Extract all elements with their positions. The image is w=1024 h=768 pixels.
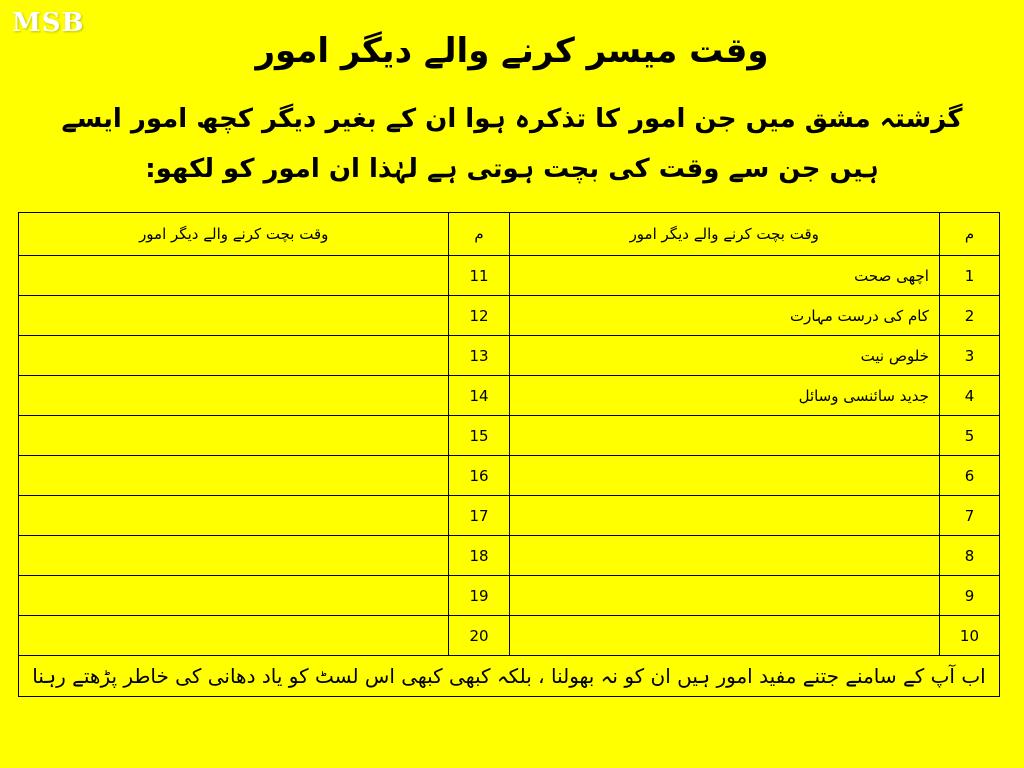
row-item-left[interactable] (19, 496, 449, 536)
table-body (19, 256, 1000, 656)
table-row (19, 256, 1000, 296)
row-item-left[interactable] (19, 456, 449, 496)
row-item-right[interactable]: اچھی صحت (509, 256, 939, 296)
row-num-left: 12 (449, 296, 509, 336)
row-num-left: 14 (449, 376, 509, 416)
table-row (19, 496, 1000, 536)
row-item-right[interactable]: کام کی درست مہارت (509, 296, 939, 336)
row-item-left[interactable] (19, 336, 449, 376)
row-item-right[interactable]: خلوص نیت (509, 336, 939, 376)
header-items-left: وقت بچت کرنے والے دیگر امور (19, 213, 449, 256)
table-row (19, 296, 1000, 336)
page-title: وقت میسر کرنے والے دیگر امور (255, 31, 769, 71)
row-num-right: 3 (939, 336, 999, 376)
table-footer-row (19, 656, 1000, 697)
row-item-right[interactable] (509, 496, 939, 536)
table-row (19, 336, 1000, 376)
row-num-right: 4 (939, 376, 999, 416)
table-row (19, 616, 1000, 656)
time-saving-table (18, 212, 1000, 697)
row-item-left[interactable] (19, 616, 449, 656)
header-num-right: م (939, 213, 999, 256)
table-row (19, 456, 1000, 496)
table-row (19, 536, 1000, 576)
logo: MSB (12, 8, 85, 38)
row-num-left: 11 (449, 256, 509, 296)
table-row (19, 416, 1000, 456)
row-item-right[interactable]: جدید سائنسی وسائل (509, 376, 939, 416)
table-header-row (19, 213, 1000, 256)
row-item-left[interactable] (19, 256, 449, 296)
row-item-left[interactable] (19, 576, 449, 616)
row-num-left: 15 (449, 416, 509, 456)
row-item-right[interactable] (509, 616, 939, 656)
row-item-left[interactable] (19, 536, 449, 576)
row-item-right[interactable] (509, 576, 939, 616)
row-num-right: 7 (939, 496, 999, 536)
row-num-right: 5 (939, 416, 999, 456)
row-item-right[interactable] (509, 456, 939, 496)
row-item-right[interactable] (509, 536, 939, 576)
instructions-text: گزشتہ مشق میں جن امور کا تذکرہ ہوا ان کے بغیر دیگر کچھ امور ایسے ہیں جن سے وقت کی بچت ہوتی ہے لہٰذا ان امور کو لکھو: (61, 104, 963, 184)
row-num-right: 9 (939, 576, 999, 616)
row-num-left: 18 (449, 536, 509, 576)
row-item-left[interactable] (19, 416, 449, 456)
row-num-right: 2 (939, 296, 999, 336)
row-item-left[interactable] (19, 376, 449, 416)
row-num-left: 16 (449, 456, 509, 496)
row-item-left[interactable] (19, 296, 449, 336)
row-num-right: 10 (939, 616, 999, 656)
footer-note: اب آپ کے سامنے جتنے مفید امور ہیں ان کو نہ بھولنا ، بلکہ کبھی کبھی اس لسٹ کو یاد دھانی کی خاطر پڑھتے رہنا (19, 656, 1000, 697)
table-row (19, 576, 1000, 616)
row-num-left: 19 (449, 576, 509, 616)
row-num-right: 1 (939, 256, 999, 296)
row-item-right[interactable] (509, 416, 939, 456)
row-num-right: 8 (939, 536, 999, 576)
table-row (19, 376, 1000, 416)
header-num-left: م (449, 213, 509, 256)
row-num-right: 6 (939, 456, 999, 496)
row-num-left: 20 (449, 616, 509, 656)
header-items-right: وقت بچت کرنے والے دیگر امور (509, 213, 939, 256)
row-num-left: 13 (449, 336, 509, 376)
row-num-left: 17 (449, 496, 509, 536)
